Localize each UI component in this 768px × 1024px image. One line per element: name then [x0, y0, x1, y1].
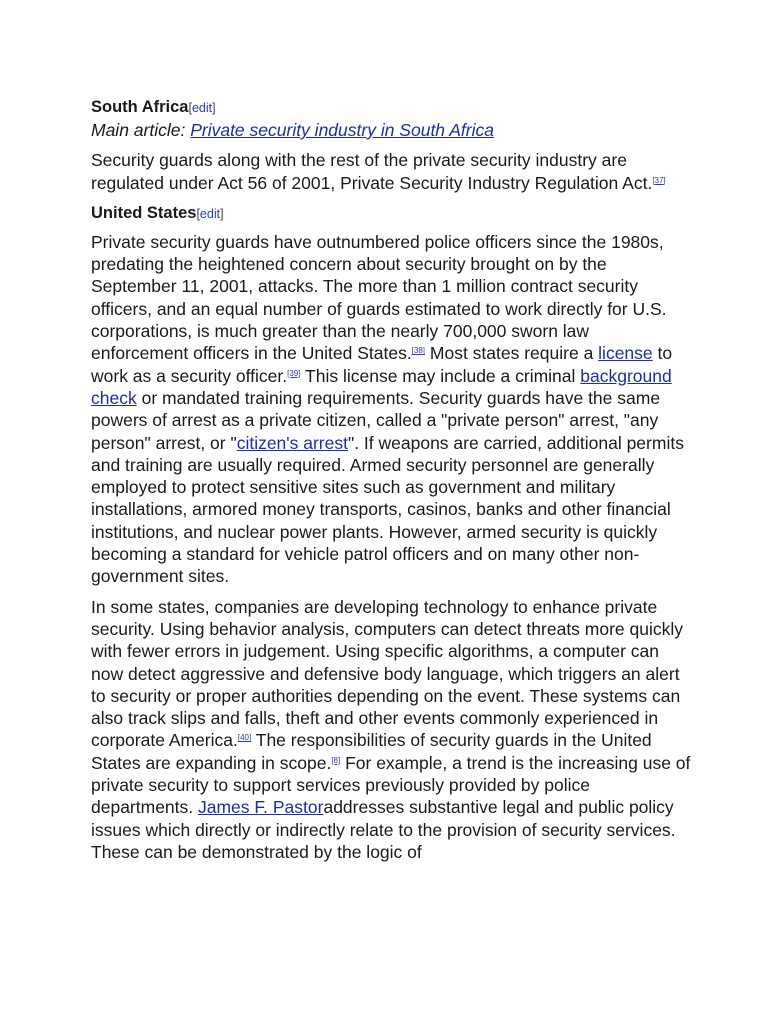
edit-link-container: [edit] — [188, 101, 216, 115]
section-title: United States — [91, 203, 197, 222]
paragraph-us-1: Private security guards have outnumbered police officers since the 1980s, predating the heightened concern about security brought on by the September 11, 2001, attacks. The more than 1 million contract security officers, and an equal number of guards estimated to work directly for U.S. corporations, is much greater than the nearly 700,000 sworn law enforcement officers in the United States.[38] Most states require a license to work as a security officer.[39] This license may include a criminal background check or mandated training requirements. Security guards have the same powers of arrest as a private citizen, called a "private person" arrest, "any person" arrest, or "citizen's arrest". If weapons are carried, additional permits and training are usually required. Armed security personnel are generally employed to protect sensitive sites such as government and military installations, armored money transports, casinos, banks and other financial institutions, and nuclear power plants. However, armed security is quickly becoming a standard for vehicle patrol officers and on many other non-government sites. — [91, 231, 684, 587]
james-f-pastor-link[interactable]: James F. Pastor — [198, 797, 324, 818]
edit-link[interactable]: edit — [199, 206, 221, 221]
paragraph-us-2: In some states, companies are developing technology to enhance private security. Using behavior analysis, computers can detect threats more quickly with fewer errors in judgement. Using specific algorithms, a computer can now detect aggressive and defensive body language, which triggers an alert to security or proper authorities depending on the event. These systems can also track slips and falls, theft and other events commonly experienced in corporate America.[40] The responsibilities of security guards in the United States are expanding in scope.[8] For example, a trend is the increasing use of private security to support services previously provided by police departments. James F. Pastoraddresses substantive legal and public policy issues which directly or indirectly relate to the provision of security services. These can be demonstrated by the logic of — [91, 596, 691, 862]
edit-link-container: [edit] — [196, 206, 224, 221]
section-title: South Africa — [91, 98, 189, 116]
reference-38[interactable]: [38] — [411, 346, 426, 356]
article-body — [91, 96, 691, 871]
paragraph-south-africa: Security guards along with the rest of the private security industry are regulated under Act 56 of 2001, Private Security Industry Regulation Act.[37] — [91, 150, 666, 193]
edit-link[interactable]: edit — [191, 101, 213, 115]
citizens-arrest-link[interactable]: citizen's arrest — [236, 432, 348, 453]
background-check-link[interactable]: background check — [91, 365, 672, 408]
reference-8[interactable]: [8] — [331, 755, 341, 765]
reference-39[interactable]: [39] — [287, 368, 301, 378]
section-heading-united-states — [91, 202, 691, 225]
main-article-link[interactable]: Private security industry in South Africa — [190, 120, 494, 140]
section-heading-south-africa — [91, 96, 691, 119]
reference-37[interactable]: [37] — [652, 175, 666, 185]
reference-40[interactable]: [40] — [237, 733, 252, 743]
main-article-note: Main article: Private security industry in South Africa — [91, 120, 494, 140]
license-link[interactable]: license — [598, 343, 653, 364]
